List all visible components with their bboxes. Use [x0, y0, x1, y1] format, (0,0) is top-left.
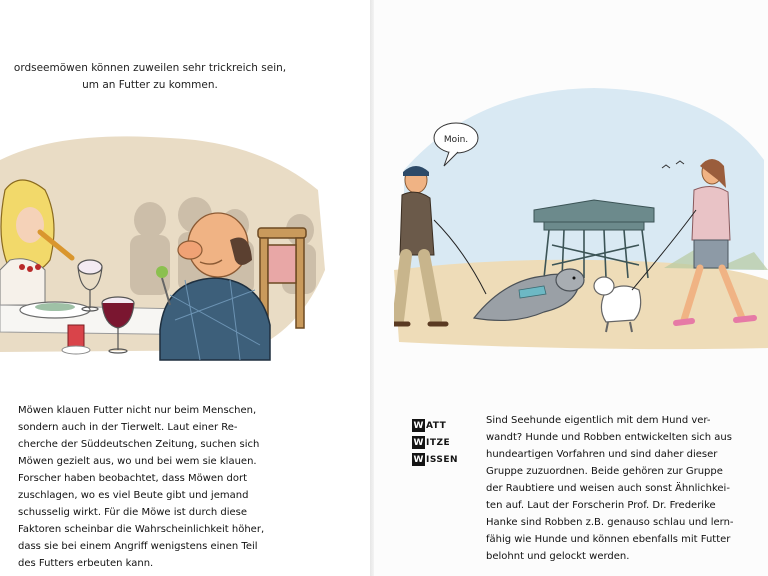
- logo-row: [412, 418, 472, 433]
- logo-initial: W: [413, 437, 424, 448]
- speech-bubble-text: Moin.: [443, 135, 469, 145]
- seal-dog-walk-illustration: [394, 80, 768, 380]
- body-line: Möwen klauen Futter nicht nur beim Menschen,: [18, 405, 257, 416]
- logo-word: ATT: [426, 420, 447, 431]
- left-caption: [0, 60, 300, 94]
- body-line: Gruppe zuzuordnen. Beide gehören zur Gruppe: [486, 466, 723, 477]
- body-line: belohnt und gelockt werden.: [486, 551, 630, 562]
- seagull-dinner-illustration: [0, 120, 325, 370]
- body-line: Faktoren scheinbar die Wahrscheinlichkeit höher,: [18, 524, 265, 535]
- logo-word: ITZE: [426, 437, 451, 448]
- body-line: schusselig wirkt. Für die Möwe ist durch diese: [18, 507, 248, 518]
- body-line: hundeartigen Vorfahren und sind daher dieser: [486, 449, 718, 460]
- caption-line: um an Futter zu kommen.: [82, 79, 218, 91]
- body-line: ten auf. Laut der Forscherin Prof. Dr. Frederike: [486, 500, 716, 511]
- body-line: Möwen gezielt aus, wo und bei wem sie klauen.: [18, 456, 257, 467]
- logo-row: [412, 435, 472, 450]
- body-line: dass sie bei einem Angriff wenigstens einen Teil: [18, 541, 258, 552]
- body-line: sondern auch in der Tierwelt. Laut einer Re-: [18, 422, 238, 433]
- logo-word: ISSEN: [426, 454, 459, 465]
- body-line: fähig wie Hunde und können ebenfalls mit Futter: [486, 534, 731, 545]
- left-body-text: [18, 402, 264, 572]
- body-line: des Futters erbeuten kann.: [18, 558, 154, 569]
- right-body-text: [486, 412, 734, 565]
- logo-initial: W: [413, 420, 424, 431]
- body-line: Forscher haben beobachtet, dass Möwen dort: [18, 473, 248, 484]
- body-line: zuschlagen, wo es viel Beute gibt und jemand: [18, 490, 249, 501]
- watt-witze-wissen-logo: [412, 418, 472, 469]
- caption-line: ordseemöwen können zuweilen sehr trickreich sein,: [13, 62, 287, 74]
- logo-row: [412, 452, 472, 467]
- body-line: cherche der Süddeutschen Zeitung, suchen sich: [18, 439, 260, 450]
- right-page: [374, 0, 768, 576]
- body-line: der Raubtiere und weisen auch sonst Ähnlichkei-: [486, 483, 730, 494]
- body-line: wandt? Hunde und Robben entwickelten sich aus: [486, 432, 732, 443]
- body-line: Hanke sind Robben z.B. genauso schlau und lern-: [486, 517, 734, 528]
- left-page: [0, 0, 370, 576]
- body-line: Sind Seehunde eigentlich mit dem Hund ver-: [486, 415, 711, 426]
- logo-initial: W: [413, 454, 424, 465]
